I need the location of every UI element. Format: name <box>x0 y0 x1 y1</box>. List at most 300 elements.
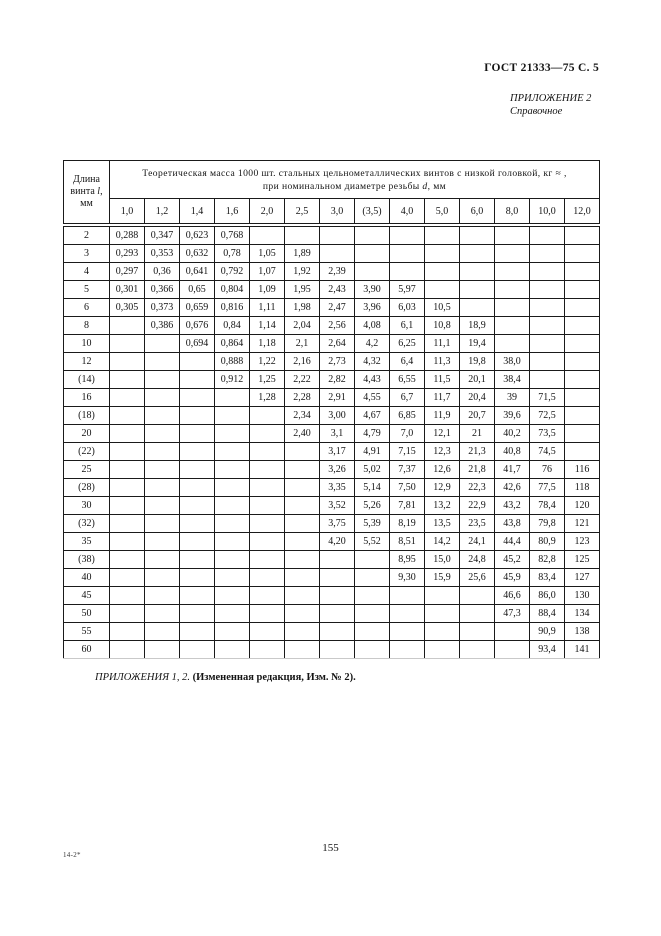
mass-cell <box>110 317 145 335</box>
corner-header <box>64 161 110 226</box>
mass-cell <box>180 515 215 533</box>
mass-cell <box>425 225 460 245</box>
mass-cell <box>565 407 600 425</box>
mass-cell: 2,1 <box>285 335 320 353</box>
mass-cell: 127 <box>565 569 600 587</box>
mass-cell <box>250 551 285 569</box>
mass-cell <box>285 551 320 569</box>
mass-cell: 93,4 <box>530 641 565 659</box>
table-row <box>64 515 600 533</box>
mass-cell: 0,694 <box>180 335 215 353</box>
mass-cell: 123 <box>565 533 600 551</box>
mass-cell: 4,55 <box>355 389 390 407</box>
mass-cell <box>110 605 145 623</box>
mass-cell: 8,51 <box>390 533 425 551</box>
mass-cell: 80,9 <box>530 533 565 551</box>
column-header: 3,0 <box>320 199 355 226</box>
table-row <box>64 461 600 479</box>
mass-cell <box>110 587 145 605</box>
mass-cell <box>215 425 250 443</box>
mass-cell: 12,9 <box>425 479 460 497</box>
mass-cell <box>495 281 530 299</box>
mass-cell <box>460 641 495 659</box>
mass-cell <box>565 299 600 317</box>
mass-cell <box>425 245 460 263</box>
mass-cell: 0,373 <box>145 299 180 317</box>
mass-cell: 0,366 <box>145 281 180 299</box>
column-headers-row <box>64 199 600 226</box>
mass-cell <box>145 389 180 407</box>
mass-cell <box>355 623 390 641</box>
mass-cell: 21,8 <box>460 461 495 479</box>
mass-cell: 7,81 <box>390 497 425 515</box>
mass-cell <box>285 623 320 641</box>
mass-cell <box>285 225 320 245</box>
mass-cell <box>110 425 145 443</box>
mass-cell <box>145 605 180 623</box>
mass-cell: 1,98 <box>285 299 320 317</box>
length-cell: 3 <box>64 245 110 263</box>
mass-cell <box>145 533 180 551</box>
mass-cell <box>285 497 320 515</box>
mass-cell <box>250 443 285 461</box>
mass-cell <box>495 225 530 245</box>
span-header-symbol: d <box>422 180 428 192</box>
corner-header-unit: , мм <box>80 186 103 209</box>
mass-cell <box>355 641 390 659</box>
mass-cell <box>250 225 285 245</box>
mass-cell: 0,386 <box>145 317 180 335</box>
mass-cell <box>390 245 425 263</box>
column-header: 8,0 <box>495 199 530 226</box>
mass-table-body <box>64 225 600 659</box>
mass-cell: 134 <box>565 605 600 623</box>
mass-cell <box>180 443 215 461</box>
mass-cell: 6,7 <box>390 389 425 407</box>
mass-cell: 5,02 <box>355 461 390 479</box>
mass-cell <box>425 281 460 299</box>
mass-cell <box>145 425 180 443</box>
table-row <box>64 225 600 245</box>
mass-cell <box>110 479 145 497</box>
mass-cell <box>250 569 285 587</box>
mass-cell: 45,9 <box>495 569 530 587</box>
mass-cell: 3,17 <box>320 443 355 461</box>
mass-cell: 42,6 <box>495 479 530 497</box>
mass-cell: 7,15 <box>390 443 425 461</box>
table-row <box>64 551 600 569</box>
mass-cell <box>390 641 425 659</box>
mass-cell <box>495 317 530 335</box>
mass-cell <box>110 515 145 533</box>
mass-cell <box>425 623 460 641</box>
mass-cell: 0,297 <box>110 263 145 281</box>
mass-cell <box>215 443 250 461</box>
mass-cell <box>320 245 355 263</box>
table-row <box>64 263 600 281</box>
mass-cell <box>145 335 180 353</box>
mass-cell: 2,47 <box>320 299 355 317</box>
mass-cell: 11,3 <box>425 353 460 371</box>
mass-cell <box>215 515 250 533</box>
span-header <box>110 161 600 199</box>
mass-cell <box>390 623 425 641</box>
mass-cell: 73,5 <box>530 425 565 443</box>
mass-cell: 4,43 <box>355 371 390 389</box>
mass-cell: 4,32 <box>355 353 390 371</box>
mass-cell <box>390 225 425 245</box>
mass-cell <box>495 245 530 263</box>
mass-cell: 43,2 <box>495 497 530 515</box>
mass-cell: 130 <box>565 587 600 605</box>
mass-cell <box>180 605 215 623</box>
mass-cell: 76 <box>530 461 565 479</box>
mass-cell <box>355 245 390 263</box>
mass-cell <box>180 353 215 371</box>
mass-cell <box>460 245 495 263</box>
mass-cell: 118 <box>565 479 600 497</box>
mass-cell: 12,6 <box>425 461 460 479</box>
mass-cell: 21,3 <box>460 443 495 461</box>
mass-cell <box>145 407 180 425</box>
mass-cell: 3,52 <box>320 497 355 515</box>
mass-cell: 0,676 <box>180 317 215 335</box>
doc-header: ГОСТ 21333—75 С. 5 <box>484 62 599 74</box>
mass-cell <box>110 407 145 425</box>
mass-cell: 5,14 <box>355 479 390 497</box>
column-header: 4,0 <box>390 199 425 226</box>
mass-cell: 0,792 <box>215 263 250 281</box>
mass-cell: 2,04 <box>285 317 320 335</box>
mass-cell: 0,301 <box>110 281 145 299</box>
mass-cell: 21 <box>460 425 495 443</box>
mass-cell: 0,78 <box>215 245 250 263</box>
table-row <box>64 497 600 515</box>
mass-cell: 82,8 <box>530 551 565 569</box>
mass-cell <box>355 551 390 569</box>
mass-cell: 14,2 <box>425 533 460 551</box>
mass-cell <box>180 641 215 659</box>
mass-cell <box>285 641 320 659</box>
mass-cell: 11,7 <box>425 389 460 407</box>
mass-cell: 24,8 <box>460 551 495 569</box>
span-header-line1: Теоретическая масса 1000 шт. стальных цельнометаллических винтов с низкой головкой, кг ≈ , <box>142 167 567 179</box>
mass-cell: 46,6 <box>495 587 530 605</box>
mass-cell: 4,79 <box>355 425 390 443</box>
mass-cell: 0,804 <box>215 281 250 299</box>
mass-cell: 15,9 <box>425 569 460 587</box>
mass-cell <box>320 605 355 623</box>
mass-cell <box>460 225 495 245</box>
length-cell: 55 <box>64 623 110 641</box>
mass-cell <box>215 605 250 623</box>
mass-cell <box>145 461 180 479</box>
mass-cell <box>530 317 565 335</box>
mass-cell <box>565 425 600 443</box>
length-cell: 35 <box>64 533 110 551</box>
mass-cell: 24,1 <box>460 533 495 551</box>
mass-cell: 77,5 <box>530 479 565 497</box>
mass-cell <box>110 641 145 659</box>
table-row <box>64 569 600 587</box>
column-header: 6,0 <box>460 199 495 226</box>
mass-cell <box>250 497 285 515</box>
mass-cell <box>180 461 215 479</box>
mass-cell: 3,1 <box>320 425 355 443</box>
mass-cell <box>530 263 565 281</box>
mass-cell <box>460 605 495 623</box>
mass-cell <box>565 263 600 281</box>
table-row <box>64 371 600 389</box>
mass-cell: 8,19 <box>390 515 425 533</box>
print-code: 14-2* <box>63 851 81 859</box>
mass-cell <box>320 587 355 605</box>
table-row <box>64 281 600 299</box>
mass-cell: 2,22 <box>285 371 320 389</box>
mass-cell <box>565 353 600 371</box>
mass-cell <box>110 569 145 587</box>
mass-cell <box>530 335 565 353</box>
table-row <box>64 389 600 407</box>
mass-cell: 47,3 <box>495 605 530 623</box>
column-header: (3,5) <box>355 199 390 226</box>
mass-cell: 18,9 <box>460 317 495 335</box>
mass-table <box>63 160 600 659</box>
mass-cell <box>565 225 600 245</box>
mass-cell: 121 <box>565 515 600 533</box>
mass-cell: 125 <box>565 551 600 569</box>
table-row <box>64 533 600 551</box>
length-cell: (14) <box>64 371 110 389</box>
mass-cell: 0,347 <box>145 225 180 245</box>
mass-cell <box>320 623 355 641</box>
mass-cell <box>145 551 180 569</box>
mass-cell <box>495 299 530 317</box>
mass-cell <box>425 605 460 623</box>
length-cell: 8 <box>64 317 110 335</box>
mass-cell <box>145 479 180 497</box>
mass-cell <box>180 623 215 641</box>
length-cell: 16 <box>64 389 110 407</box>
mass-cell <box>215 497 250 515</box>
mass-cell <box>145 371 180 389</box>
mass-cell: 0,864 <box>215 335 250 353</box>
mass-cell <box>250 641 285 659</box>
mass-cell <box>180 587 215 605</box>
column-header: 10,0 <box>530 199 565 226</box>
mass-cell <box>215 641 250 659</box>
length-cell: (28) <box>64 479 110 497</box>
mass-cell: 40,8 <box>495 443 530 461</box>
mass-cell <box>145 443 180 461</box>
mass-cell: 12,1 <box>425 425 460 443</box>
mass-cell <box>180 479 215 497</box>
mass-cell <box>495 263 530 281</box>
mass-cell: 1,09 <box>250 281 285 299</box>
mass-cell <box>215 533 250 551</box>
table-header-row-top <box>64 161 600 199</box>
mass-cell <box>530 353 565 371</box>
mass-cell <box>250 425 285 443</box>
table-row <box>64 299 600 317</box>
mass-cell <box>145 623 180 641</box>
mass-cell <box>250 461 285 479</box>
mass-cell: 2,43 <box>320 281 355 299</box>
table-row <box>64 587 600 605</box>
mass-cell: 2,73 <box>320 353 355 371</box>
mass-cell: 2,40 <box>285 425 320 443</box>
mass-cell <box>320 225 355 245</box>
mass-cell <box>355 225 390 245</box>
mass-cell: 39 <box>495 389 530 407</box>
mass-cell: 0,36 <box>145 263 180 281</box>
mass-cell: 11,1 <box>425 335 460 353</box>
mass-cell <box>110 353 145 371</box>
mass-cell: 2,64 <box>320 335 355 353</box>
mass-cell: 41,7 <box>495 461 530 479</box>
mass-cell: 0,641 <box>180 263 215 281</box>
mass-cell: 20,1 <box>460 371 495 389</box>
mass-cell: 3,90 <box>355 281 390 299</box>
mass-cell: 40,2 <box>495 425 530 443</box>
mass-cell <box>110 623 145 641</box>
mass-cell: 6,55 <box>390 371 425 389</box>
table-row <box>64 605 600 623</box>
mass-cell: 10,8 <box>425 317 460 335</box>
corner-header-symbol: l <box>97 186 101 197</box>
mass-cell: 5,39 <box>355 515 390 533</box>
mass-cell <box>460 281 495 299</box>
mass-cell: 3,26 <box>320 461 355 479</box>
mass-cell: 1,22 <box>250 353 285 371</box>
mass-cell: 3,35 <box>320 479 355 497</box>
table-row <box>64 479 600 497</box>
table-row <box>64 245 600 263</box>
table-row <box>64 335 600 353</box>
mass-cell <box>180 551 215 569</box>
mass-cell: 0,659 <box>180 299 215 317</box>
mass-cell: 4,08 <box>355 317 390 335</box>
revision-note <box>95 672 356 683</box>
mass-cell: 116 <box>565 461 600 479</box>
mass-cell <box>145 587 180 605</box>
mass-cell <box>110 335 145 353</box>
mass-cell: 72,5 <box>530 407 565 425</box>
mass-cell <box>110 443 145 461</box>
mass-cell <box>425 587 460 605</box>
mass-cell <box>320 551 355 569</box>
mass-cell: 6,85 <box>390 407 425 425</box>
mass-cell <box>215 587 250 605</box>
revision-note-text: (Измененная редакция, Изм. № 2). <box>192 672 356 683</box>
mass-cell <box>355 263 390 281</box>
mass-cell: 1,14 <box>250 317 285 335</box>
mass-cell: 138 <box>565 623 600 641</box>
mass-cell <box>145 641 180 659</box>
mass-cell <box>565 317 600 335</box>
mass-cell <box>250 515 285 533</box>
mass-cell: 12,3 <box>425 443 460 461</box>
mass-cell <box>565 443 600 461</box>
mass-cell: 2,28 <box>285 389 320 407</box>
column-header: 1,4 <box>180 199 215 226</box>
mass-cell: 0,305 <box>110 299 145 317</box>
mass-cell: 9,30 <box>390 569 425 587</box>
length-cell: 45 <box>64 587 110 605</box>
mass-cell: 22,9 <box>460 497 495 515</box>
mass-cell: 88,4 <box>530 605 565 623</box>
mass-cell <box>285 443 320 461</box>
mass-cell: 86,0 <box>530 587 565 605</box>
mass-cell <box>215 551 250 569</box>
table-row <box>64 407 600 425</box>
mass-cell: 6,1 <box>390 317 425 335</box>
mass-cell: 6,03 <box>390 299 425 317</box>
appendix-number: ПРИЛОЖЕНИЕ 2 <box>510 93 592 104</box>
mass-cell <box>565 371 600 389</box>
table-row <box>64 443 600 461</box>
mass-cell: 2,91 <box>320 389 355 407</box>
mass-cell <box>320 569 355 587</box>
mass-cell: 141 <box>565 641 600 659</box>
revision-note-appendices: ПРИЛОЖЕНИЯ 1, 2. <box>95 672 190 683</box>
length-cell: (18) <box>64 407 110 425</box>
mass-cell: 2,34 <box>285 407 320 425</box>
mass-cell: 7,37 <box>390 461 425 479</box>
mass-cell <box>110 371 145 389</box>
mass-cell: 71,5 <box>530 389 565 407</box>
mass-cell <box>145 569 180 587</box>
mass-cell <box>565 335 600 353</box>
mass-cell <box>250 587 285 605</box>
mass-cell <box>180 389 215 407</box>
mass-cell <box>285 587 320 605</box>
appendix-kind: Справочное <box>510 106 563 117</box>
mass-cell <box>355 587 390 605</box>
mass-cell: 10,5 <box>425 299 460 317</box>
mass-cell: 45,2 <box>495 551 530 569</box>
mass-cell: 0,816 <box>215 299 250 317</box>
mass-cell <box>530 281 565 299</box>
mass-cell <box>285 515 320 533</box>
column-header: 5,0 <box>425 199 460 226</box>
mass-cell: 19,8 <box>460 353 495 371</box>
span-header-unit: , мм <box>427 180 447 192</box>
mass-cell <box>495 641 530 659</box>
mass-cell <box>215 569 250 587</box>
mass-cell: 83,4 <box>530 569 565 587</box>
mass-cell: 4,2 <box>355 335 390 353</box>
mass-cell <box>565 281 600 299</box>
mass-cell: 20,7 <box>460 407 495 425</box>
mass-cell <box>495 623 530 641</box>
mass-cell <box>145 497 180 515</box>
mass-cell: 23,5 <box>460 515 495 533</box>
column-header: 1,0 <box>110 199 145 226</box>
length-cell: 12 <box>64 353 110 371</box>
mass-cell <box>110 461 145 479</box>
mass-cell <box>285 461 320 479</box>
mass-cell <box>145 515 180 533</box>
mass-cell: 5,97 <box>390 281 425 299</box>
mass-cell: 20,4 <box>460 389 495 407</box>
length-cell: (38) <box>64 551 110 569</box>
mass-cell <box>180 533 215 551</box>
mass-cell <box>460 623 495 641</box>
mass-cell: 0,768 <box>215 225 250 245</box>
mass-cell <box>180 407 215 425</box>
length-cell: 25 <box>64 461 110 479</box>
